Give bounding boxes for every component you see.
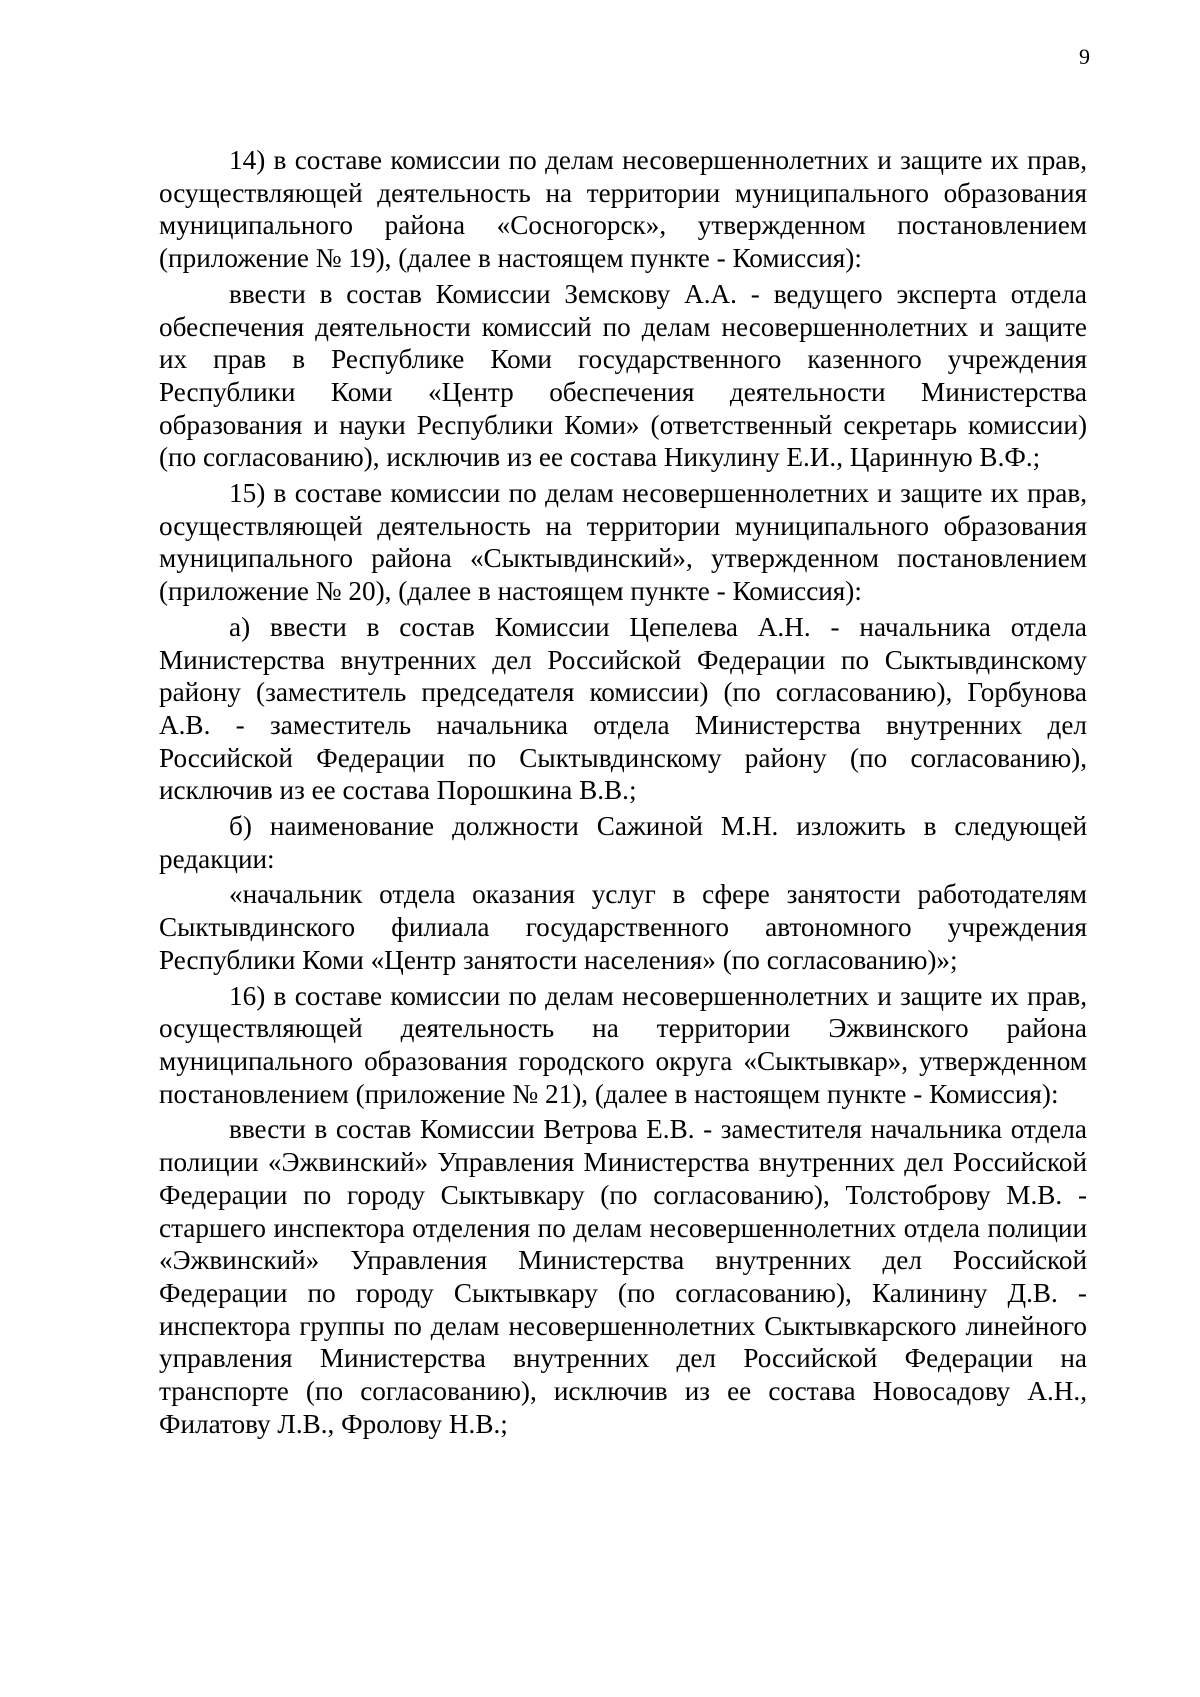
document-body [159, 144, 1087, 1440]
item-14-paragraph: 14) в составе комиссии по делам несовершеннолетних и защите их прав, осуществляющей деятельность на территории муниципального образования муниципального района «Сосногорск», утвержденном постановлением (приложение № 19), (далее в настоящем пункте - Комиссия): [159, 145, 1087, 274]
item-16-amendment-paragraph: ввести в состав Комиссии Ветрова Е.В. - заместителя начальника отдела полиции «Эжвинский» Управления Министерства внутренних дел Российской Федерации по городу Сыктывкару (по согласованию), Толстоброву М.В. - старшего инспектора отделения по делам несовершеннолетних отдела полиции «Эжвинский» Управления Министерства внутренних дел Российской Федерации по городу Сыктывкару (по согласованию), Калинину Д.В. - инспектора группы по делам несовершеннолетних Сыктывкарского линейного управления Министерства внутренних дел Российской Федерации на транспорте (по согласованию), исключив из ее состава Новосадову А.Н., Филатову Л.В., Фролову Н.В.; [159, 1114, 1087, 1439]
item-15-paragraph: 15) в составе комиссии по делам несовершеннолетних и защите их прав, осуществляющей деятельность на территории муниципального образования муниципального района «Сыктывдинский», утвержденном постановлением (приложение № 20), (далее в настоящем пункте - Комиссия): [159, 478, 1087, 607]
item-15-subitem-a-paragraph: а) ввести в состав Комиссии Цепелева А.Н. - начальника отдела Министерства внутренних дел Российской Федерации по Сыктывдинскому району (заместитель председателя комиссии) (по согласованию), Горбунова А.В. - заместитель начальника отдела Министерства внутренних дел Российской Федерации по Сыктывдинскому району (по согласованию), исключив из ее состава Порошкина В.В.; [159, 611, 1087, 806]
page-number: 9 [1079, 44, 1090, 69]
item-15-quoted-position-paragraph: «начальник отдела оказания услуг в сфере занятости работодателям Сыктывдинского филиала государственного автономного учреждения Республики Коми «Центр занятости населения» (по согласованию)»; [159, 879, 1087, 975]
item-15-subitem-b-paragraph: б) наименование должности Сажиной М.Н. изложить в следующей редакции: [159, 811, 1087, 874]
item-14-amendment-paragraph: ввести в состав Комиссии Земскову А.А. - ведущего эксперта отдела обеспечения деятельности комиссий по делам несовершеннолетних и защите их прав в Республике Коми государственного казенного учреждения Республики Коми «Центр обеспечения деятельности Министерства образования и науки Республики Коми» (ответственный секретарь комиссии) (по согласованию), исключив из ее состава Никулину Е.И., Царинную В.Ф.; [159, 278, 1087, 473]
item-16-paragraph: 16) в составе комиссии по делам несовершеннолетних и защите их прав, осуществляющей деятельность на территории Эжвинского района муниципального образования городского округа «Сыктывкар», утвержденном постановлением (приложение № 21), (далее в настоящем пункте - Комиссия): [159, 980, 1087, 1109]
